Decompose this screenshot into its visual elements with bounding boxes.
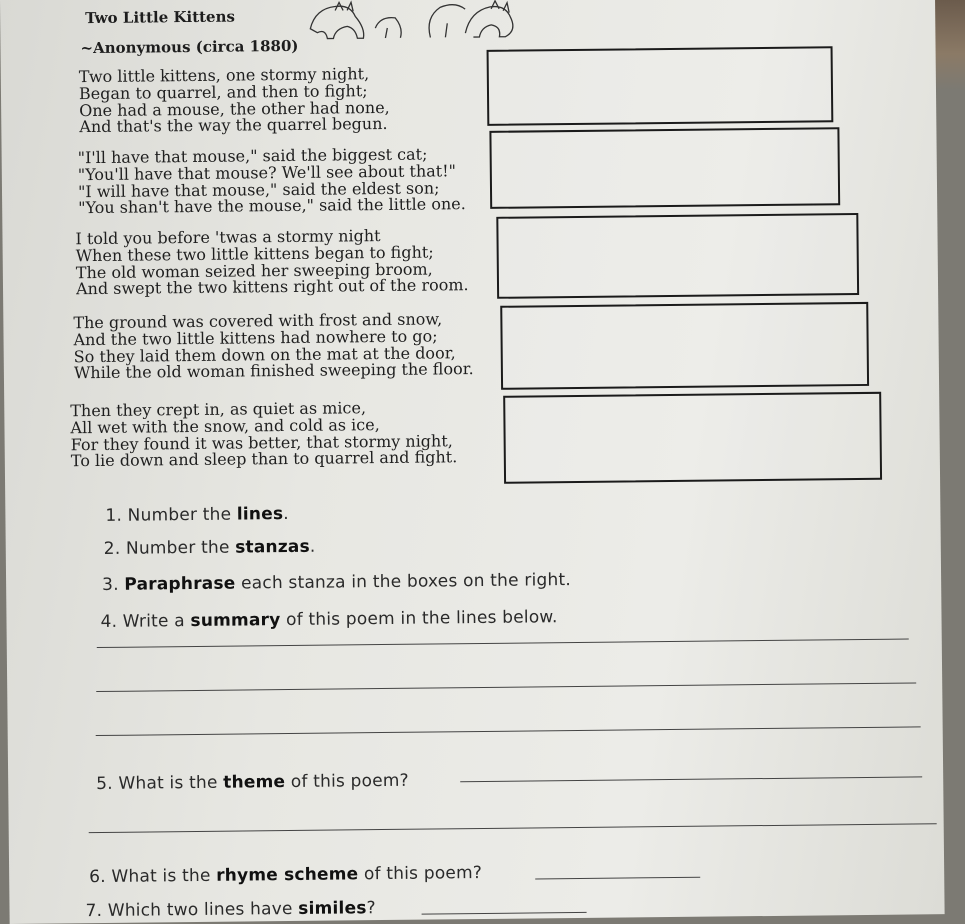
question-7: 7. Which two lines have similes? — [85, 898, 376, 922]
summary-answer-line[interactable] — [97, 639, 909, 649]
paraphrase-box-4[interactable] — [500, 302, 869, 390]
rhyme-scheme-answer-line[interactable] — [535, 877, 700, 880]
stanza-4 — [73, 311, 473, 382]
poem-line: To lie down and sleep than to quarrel and fight. — [70, 447, 458, 471]
paraphrase-box-5[interactable] — [503, 392, 882, 484]
poem-line: And swept the two kittens right out of the room. — [75, 275, 469, 299]
poem-line: "You shan't have the mouse," said the little one. — [78, 194, 466, 218]
question-4: 4. Write a summary of this poem in the lines below. — [100, 607, 558, 632]
poem-title: Two Little Kittens — [85, 7, 235, 28]
poem-line: For they found it was better, that stormy night, — [70, 430, 453, 454]
poem-line: Began to quarrel, and then to fight; — [78, 80, 368, 103]
paraphrase-box-2[interactable] — [489, 127, 840, 209]
question-2: 2. Number the stanzas. — [103, 536, 316, 559]
question-1: 1. Number the lines. — [105, 504, 289, 526]
poem-line: All wet with the snow, and cold as ice, — [70, 414, 380, 438]
summary-answer-line[interactable] — [96, 682, 916, 692]
stanza-1 — [79, 66, 390, 136]
paraphrase-box-1[interactable] — [487, 46, 834, 126]
kittens-clipart — [305, 0, 525, 45]
poem-line: The old woman seized her sweeping broom, — [75, 259, 433, 282]
poem-line: When these two little kittens began to fight; — [75, 242, 434, 266]
poem-line: I told you before 'twas a stormy night — [75, 226, 381, 249]
question-5: 5. What is the theme of this poem? — [96, 770, 409, 795]
poem-line: And that's the way the quarrel begun. — [79, 114, 388, 137]
theme-answer-line[interactable] — [89, 823, 937, 833]
summary-answer-line[interactable] — [96, 726, 921, 736]
question-6: 6. What is the rhyme scheme of this poem? — [89, 863, 483, 888]
poem-line: Then they crept in, as quiet as mice, — [70, 398, 367, 421]
paraphrase-box-3[interactable] — [496, 213, 859, 299]
theme-answer-line[interactable] — [460, 776, 922, 782]
poem-line: While the old woman finished sweeping the floor. — [73, 359, 474, 383]
stanza-2 — [78, 146, 466, 217]
poem-line: And the two little kittens had nowhere to go; — [73, 326, 438, 350]
similes-answer-line[interactable] — [422, 912, 587, 915]
poem-line: "I'll have that mouse," said the biggest cat; — [77, 144, 428, 168]
poem-line: So they laid them down on the mat at the door, — [73, 342, 456, 366]
poem-line: One had a mouse, the other had none, — [79, 97, 390, 120]
poem-line: "I will have that mouse," said the eldest son; — [77, 178, 440, 201]
poem-line: "You'll have that mouse? We'll see about that!" — [77, 161, 457, 184]
poem-author: ~Anonymous (circa 1880) — [80, 36, 299, 58]
question-3: 3. Paraphrase each stanza in the boxes on the right. — [102, 570, 571, 595]
poem-line: Two little kittens, one stormy night, — [78, 64, 370, 87]
stanza-3 — [75, 227, 468, 298]
stanza-5 — [70, 399, 457, 470]
poem-line: The ground was covered with frost and snow, — [73, 309, 443, 333]
